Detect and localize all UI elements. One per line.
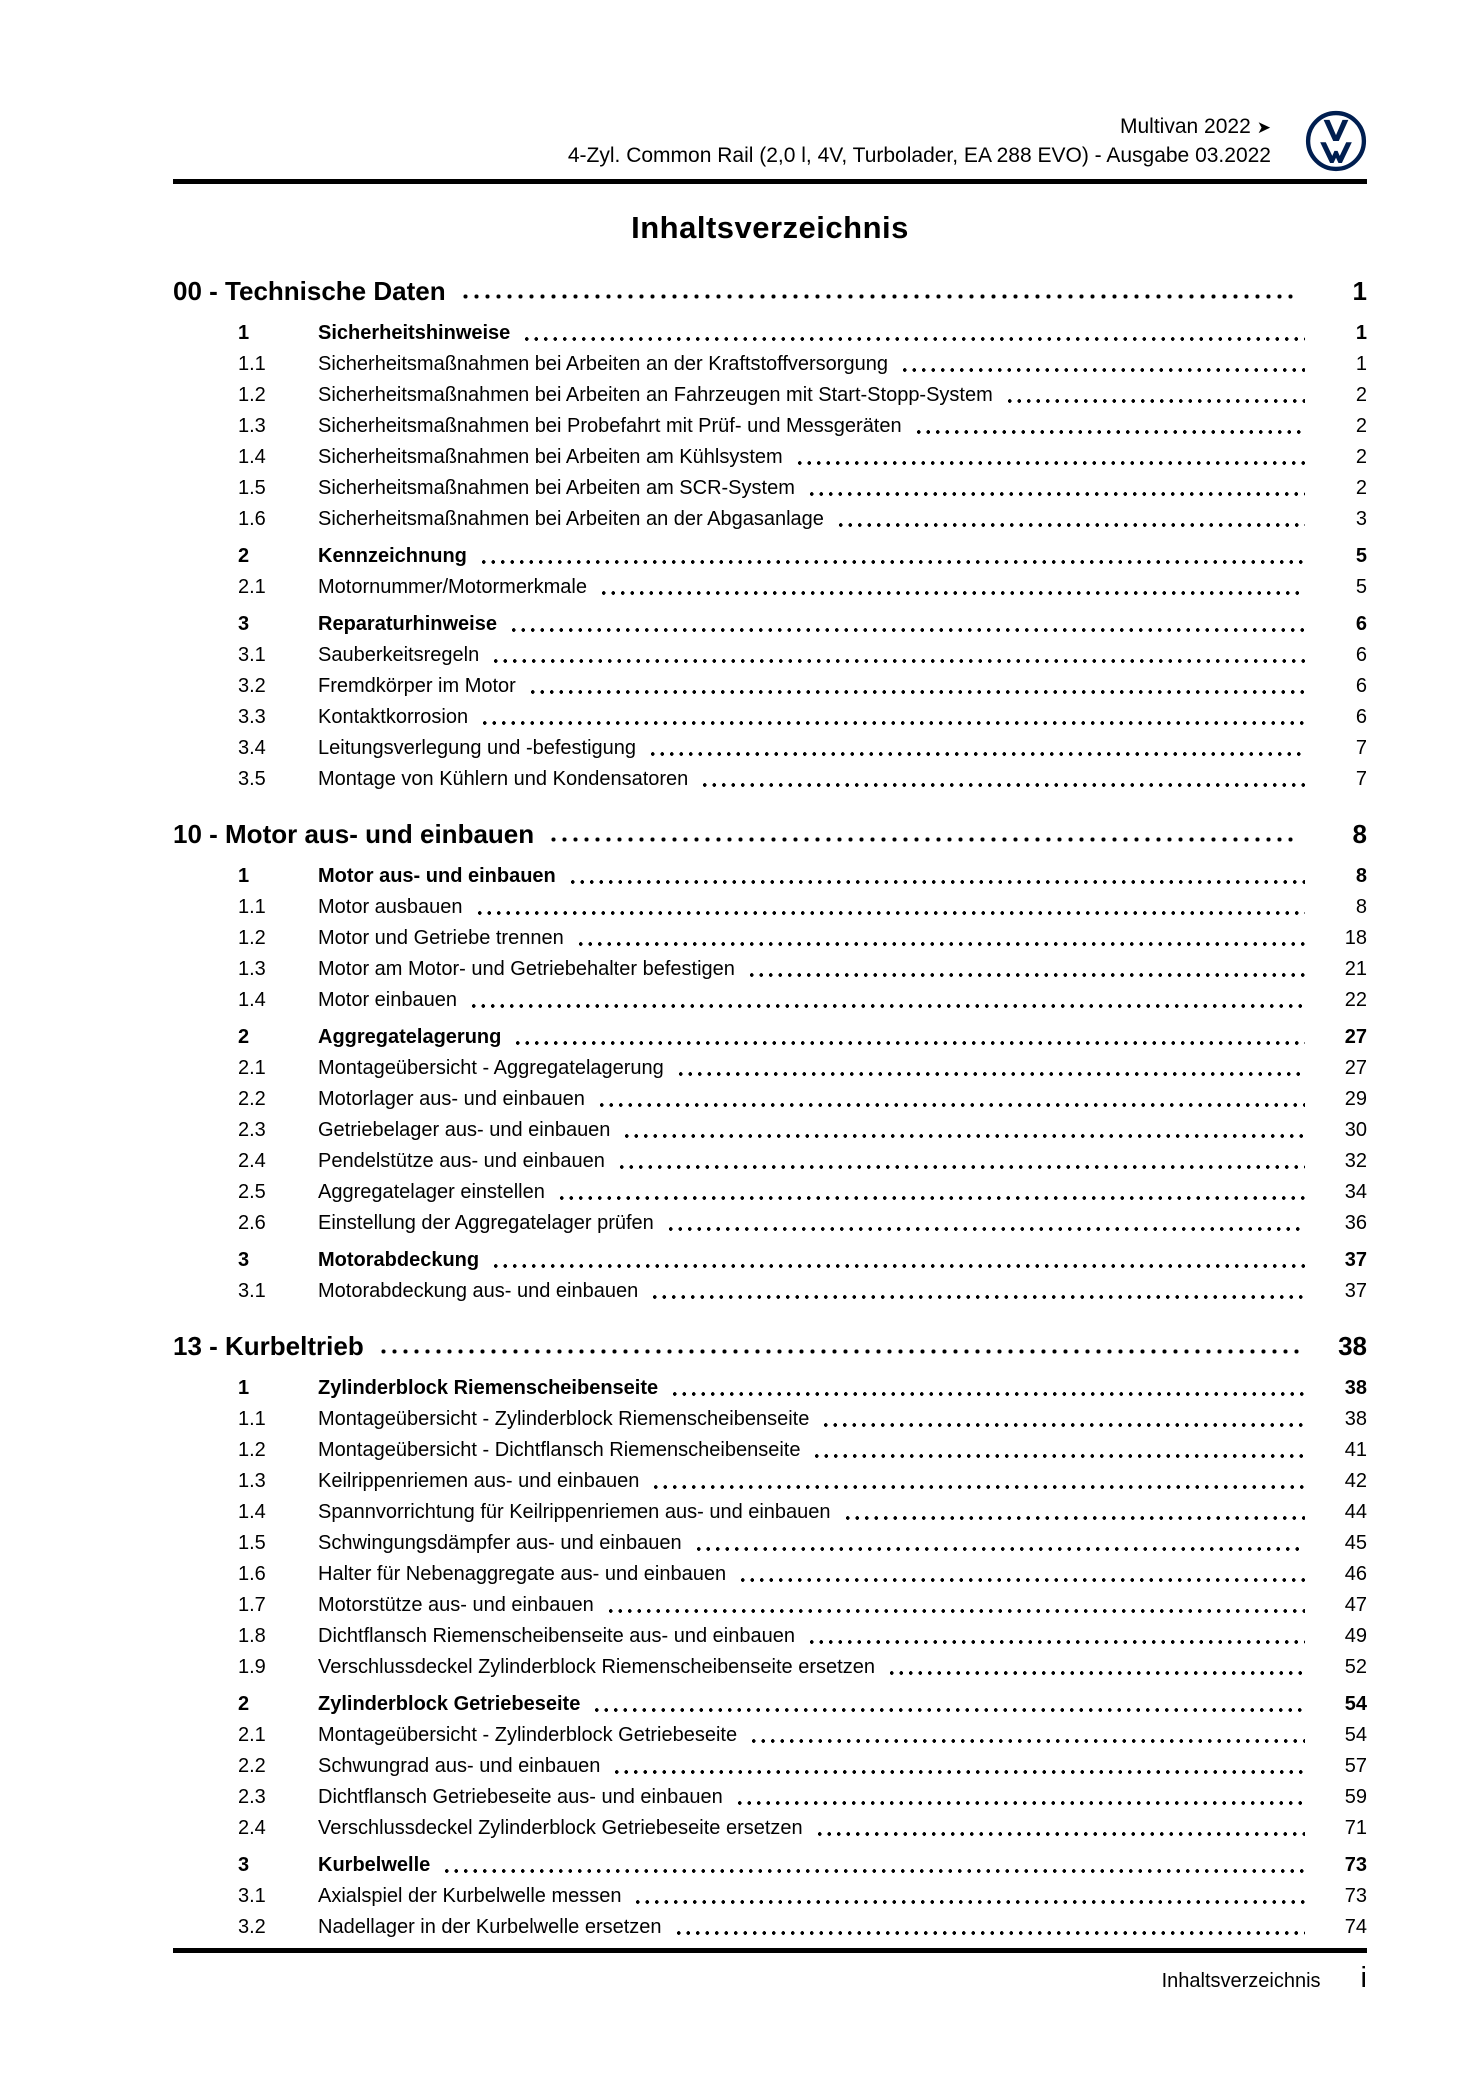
entry-page: 2 [1355, 415, 1367, 437]
toc-entry-row [238, 504, 1367, 535]
entry-number: 1.7 [238, 1594, 266, 1616]
entry-page: 34 [1344, 1181, 1367, 1203]
dot-leader [622, 1115, 1305, 1146]
header-subtitle: 4-Zyl. Common Rail (2,0 l, 4V, Turbolader, EA 288 EVO) - Ausgabe 03.2022 [567, 143, 1271, 167]
chapter-page: 1 [1352, 276, 1367, 306]
toc-entry-row [238, 861, 1367, 892]
toc-entry-row [238, 640, 1367, 671]
toc-entry-row [238, 1881, 1367, 1912]
entry-label: Reparaturhinweise [318, 613, 497, 635]
entry-label: Motor aus- und einbauen [318, 865, 556, 887]
entry-number: 2.4 [238, 1817, 266, 1839]
entry-label: Motorabdeckung [318, 1249, 480, 1271]
dot-leader [597, 1084, 1305, 1115]
entry-number: 3 [238, 613, 250, 635]
dot-leader [735, 1782, 1305, 1813]
toc-chapter [173, 270, 1367, 795]
entry-label: Motor einbauen [318, 989, 457, 1011]
header-text [568, 113, 1271, 170]
entry-page: 8 [1355, 896, 1367, 918]
header-rule [173, 179, 1367, 184]
toc-entry-row [238, 1146, 1367, 1177]
entry-number: 3 [238, 1854, 250, 1876]
toc-entry-row [238, 349, 1367, 380]
entry-page: 21 [1344, 958, 1367, 980]
entry-label: Motorlager aus- und einbauen [318, 1088, 585, 1110]
toc-entry-row [238, 1652, 1367, 1683]
toc-entry-row [238, 1782, 1367, 1813]
toc-entry-row [238, 1276, 1367, 1307]
dot-leader [509, 609, 1305, 640]
entry-page: 5 [1355, 576, 1367, 598]
entry-label: Montage von Kühlern und Kondensatoren [318, 768, 689, 790]
entry-number: 1.2 [238, 384, 266, 406]
entry-label: Sicherheitsmaßnahmen bei Arbeiten an der Kraftstoffversorgung [318, 353, 888, 375]
toc-entry-row [238, 1373, 1367, 1404]
dot-leader [747, 954, 1305, 985]
dot-leader [528, 671, 1305, 702]
dot-leader [700, 764, 1305, 795]
dot-leader [460, 270, 1299, 312]
entry-page: 37 [1344, 1280, 1367, 1302]
entry-label: Einstellung der Aggregatelager prüfen [318, 1212, 654, 1234]
entry-page: 30 [1344, 1119, 1367, 1141]
dot-leader [670, 1373, 1305, 1404]
toc-entry-row [238, 1720, 1367, 1751]
toc-chapter-row [173, 270, 1367, 312]
chapter-page: 38 [1338, 1331, 1367, 1361]
dot-leader [480, 702, 1305, 733]
entry-number: 2.3 [238, 1119, 266, 1141]
toc-entry-row [238, 1751, 1367, 1782]
toc-entry-row [238, 1621, 1367, 1652]
entry-page: 38 [1344, 1377, 1367, 1399]
entry-page: 44 [1344, 1501, 1367, 1523]
entry-page: 73 [1344, 1885, 1367, 1907]
entry-number: 1.3 [238, 958, 266, 980]
footer-rule [173, 1948, 1367, 1953]
toc-entry-row [238, 954, 1367, 985]
entry-label: Verschlussdeckel Zylinderblock Getriebeseite ersetzen [318, 1817, 803, 1839]
entry-label: Sicherheitsmaßnahmen bei Arbeiten am SCR-System [318, 477, 795, 499]
toc-entry-row [238, 1115, 1367, 1146]
dot-leader [651, 1466, 1305, 1497]
page-header [173, 110, 1367, 172]
entry-label: Verschlussdeckel Zylinderblock Riemenscheibenseite ersetzen [318, 1656, 875, 1678]
chapter-page: 8 [1352, 819, 1367, 849]
entry-page: 6 [1355, 675, 1367, 697]
entry-number: 3.4 [238, 737, 266, 759]
dot-leader [807, 1621, 1305, 1652]
entry-number: 3.2 [238, 675, 266, 697]
entry-page: 7 [1355, 768, 1367, 790]
entry-label: Keilrippenriemen aus- und einbauen [318, 1470, 640, 1492]
toc-entry-row [238, 318, 1367, 349]
chapter-title: 00 - Technische Daten [173, 276, 446, 306]
dot-leader [491, 1245, 1305, 1276]
page-footer [173, 1948, 1367, 1995]
toc-entry-row [238, 923, 1367, 954]
entry-label: Pendelstütze aus- und einbauen [318, 1150, 605, 1172]
toc-entry-row [238, 1528, 1367, 1559]
entry-number: 2.1 [238, 1057, 266, 1079]
dot-leader [548, 813, 1299, 855]
dot-leader [674, 1912, 1305, 1943]
entry-number: 1.3 [238, 415, 266, 437]
dot-leader [378, 1325, 1299, 1367]
toc-list [173, 270, 1367, 1943]
entry-number: 2 [238, 545, 250, 567]
entry-page: 37 [1344, 1249, 1367, 1271]
toc-entry-row [238, 411, 1367, 442]
toc-entry-row [238, 1689, 1367, 1720]
entry-label: Axialspiel der Kurbelwelle messen [318, 1885, 622, 1907]
entry-number: 2 [238, 1026, 250, 1048]
dot-leader [599, 572, 1305, 603]
entry-page: 59 [1344, 1786, 1367, 1808]
dot-leader [606, 1590, 1305, 1621]
entry-number: 1.1 [238, 1408, 266, 1430]
entry-page: 7 [1355, 737, 1367, 759]
toc-entry-row [238, 671, 1367, 702]
dot-leader [513, 1022, 1305, 1053]
dot-leader [914, 411, 1305, 442]
entry-page: 3 [1355, 508, 1367, 530]
toc-entry-row [238, 1208, 1367, 1239]
entry-number: 1.1 [238, 896, 266, 918]
toc-entry-row [238, 1850, 1367, 1881]
entry-page: 2 [1355, 477, 1367, 499]
chapter-entries [173, 318, 1367, 795]
entry-number: 3.5 [238, 768, 266, 790]
toc-entry-row [238, 473, 1367, 504]
entry-label: Dichtflansch Getriebeseite aus- und einbauen [318, 1786, 723, 1808]
page-title: Inhaltsverzeichnis [631, 210, 909, 245]
entry-page: 27 [1344, 1026, 1367, 1048]
toc-entry-row [238, 1813, 1367, 1844]
entry-page: 22 [1344, 989, 1367, 1011]
entry-page: 38 [1344, 1408, 1367, 1430]
toc-entry-row [238, 1245, 1367, 1276]
entry-number: 1.4 [238, 446, 266, 468]
chapter-entries [173, 1373, 1367, 1943]
dot-leader [475, 892, 1305, 923]
entry-number: 2.5 [238, 1181, 266, 1203]
dot-leader [812, 1435, 1305, 1466]
entry-number: 1 [238, 865, 250, 887]
header-model-line [568, 113, 1271, 142]
entry-number: 3.1 [238, 1885, 266, 1907]
entry-label: Aggregatelagerung [318, 1026, 502, 1048]
dot-leader [795, 442, 1305, 473]
entry-page: 18 [1344, 927, 1367, 949]
toc-entry-row [238, 764, 1367, 795]
entry-label: Montageübersicht - Zylinderblock Riemenscheibenseite [318, 1408, 810, 1430]
entry-number: 2.2 [238, 1755, 266, 1777]
toc-entry-row [238, 541, 1367, 572]
entry-page: 29 [1344, 1088, 1367, 1110]
entry-page: 6 [1355, 644, 1367, 666]
entry-number: 2.1 [238, 1724, 266, 1746]
dot-leader [479, 541, 1305, 572]
entry-label: Motorabdeckung aus- und einbauen [318, 1280, 639, 1302]
entry-number: 1.4 [238, 989, 266, 1011]
dot-leader [821, 1404, 1305, 1435]
entry-page: 27 [1344, 1057, 1367, 1079]
entry-number: 1.5 [238, 1532, 266, 1554]
entry-page: 52 [1344, 1656, 1367, 1678]
right-arrow-icon: ➤ [1256, 117, 1271, 137]
toc-chapter-row [173, 1325, 1367, 1367]
entry-page: 6 [1355, 613, 1367, 635]
entry-label: Montageübersicht - Dichtflansch Riemenscheibenseite [318, 1439, 801, 1461]
toc-entry-row [238, 609, 1367, 640]
entry-number: 1.1 [238, 353, 266, 375]
entry-label: Fremdkörper im Motor [318, 675, 516, 697]
entry-page: 45 [1344, 1532, 1367, 1554]
dot-leader [491, 640, 1305, 671]
dot-leader [749, 1720, 1305, 1751]
entry-label: Sicherheitsmaßnahmen bei Arbeiten an der Abgasanlage [318, 508, 824, 530]
dot-leader [815, 1813, 1305, 1844]
entry-label: Sicherheitshinweise [318, 322, 511, 344]
toc-entry-row [238, 733, 1367, 764]
toc-entry-row [238, 1559, 1367, 1590]
entry-number: 1.4 [238, 1501, 266, 1523]
entry-label: Leitungsverlegung und -befestigung [318, 737, 637, 759]
entry-page: 1 [1355, 322, 1367, 344]
toc-entry-row [238, 1497, 1367, 1528]
chapter-entries [173, 861, 1367, 1307]
entry-label: Zylinderblock Getriebeseite [318, 1693, 581, 1715]
dot-leader [843, 1497, 1305, 1528]
dot-leader [807, 473, 1305, 504]
dot-leader [469, 985, 1305, 1016]
entry-page: 71 [1344, 1817, 1367, 1839]
entry-label: Motor am Motor- und Getriebehalter befestigen [318, 958, 735, 980]
entry-label: Sicherheitsmaßnahmen bei Arbeiten an Fahrzeugen mit Start-Stopp-System [318, 384, 993, 406]
entry-label: Motor ausbauen [318, 896, 463, 918]
toc-chapter [173, 813, 1367, 1307]
dot-leader [650, 1276, 1305, 1307]
dot-leader [648, 733, 1305, 764]
entry-number: 1.3 [238, 1470, 266, 1492]
entry-label: Nadellager in der Kurbelwelle ersetzen [318, 1916, 662, 1938]
dot-leader [557, 1177, 1305, 1208]
entry-label: Spannvorrichtung für Keilrippenriemen aus- und einbauen [318, 1501, 831, 1523]
entry-page: 5 [1355, 545, 1367, 567]
dot-leader [617, 1146, 1305, 1177]
entry-page: 8 [1355, 865, 1367, 887]
dot-leader [900, 349, 1305, 380]
entry-number: 1.6 [238, 508, 266, 530]
entry-label: Schwingungsdämpfer aus- und einbauen [318, 1532, 682, 1554]
entry-page: 57 [1344, 1755, 1367, 1777]
toc-entry-row [238, 892, 1367, 923]
dot-leader [836, 504, 1305, 535]
entry-label: Sauberkeitsregeln [318, 644, 480, 666]
entry-page: 47 [1344, 1594, 1367, 1616]
entry-label: Aggregatelager einstellen [318, 1181, 545, 1203]
dot-leader [1005, 380, 1305, 411]
entry-page: 49 [1344, 1625, 1367, 1647]
vw-logo-icon [1305, 110, 1367, 172]
entry-label: Motorstütze aus- und einbauen [318, 1594, 594, 1616]
dot-leader [592, 1689, 1305, 1720]
entry-page: 32 [1344, 1150, 1367, 1172]
entry-number: 1.2 [238, 927, 266, 949]
entry-number: 2.4 [238, 1150, 266, 1172]
dot-leader [576, 923, 1305, 954]
entry-label: Halter für Nebenaggregate aus- und einbauen [318, 1563, 727, 1585]
entry-number: 1.2 [238, 1439, 266, 1461]
footer-label: Inhaltsverzeichnis [1161, 1970, 1321, 1992]
chapter-title: 13 - Kurbeltrieb [173, 1331, 364, 1361]
header-model: Multivan 2022 [1120, 114, 1251, 138]
entry-number: 3.1 [238, 644, 266, 666]
entry-label: Motor und Getriebe trennen [318, 927, 564, 949]
entry-number: 1 [238, 322, 250, 344]
entry-label: Dichtflansch Riemenscheibenseite aus- und einbauen [318, 1625, 795, 1647]
entry-page: 36 [1344, 1212, 1367, 1234]
entry-page: 54 [1344, 1693, 1367, 1715]
toc-entry-row [238, 1084, 1367, 1115]
entry-label: Motornummer/Motormerkmale [318, 576, 587, 598]
entry-number: 3.3 [238, 706, 266, 728]
entry-number: 1.9 [238, 1656, 266, 1678]
entry-number: 1 [238, 1377, 250, 1399]
toc-chapter-row [173, 813, 1367, 855]
toc-entry-row [238, 1022, 1367, 1053]
entry-label: Getriebelager aus- und einbauen [318, 1119, 611, 1141]
dot-leader [568, 861, 1305, 892]
entry-page: 1 [1355, 353, 1367, 375]
entry-label: Montageübersicht - Aggregatelagerung [318, 1057, 664, 1079]
toc-entry-row [238, 985, 1367, 1016]
footer-row [173, 1962, 1367, 1995]
entry-number: 2.6 [238, 1212, 266, 1234]
dot-leader [694, 1528, 1305, 1559]
dot-leader [633, 1881, 1305, 1912]
toc-entry-row [238, 1053, 1367, 1084]
toc-chapter [173, 1325, 1367, 1943]
entry-number: 2.2 [238, 1088, 266, 1110]
entry-number: 2.1 [238, 576, 266, 598]
entry-page: 2 [1355, 384, 1367, 406]
entry-label: Sicherheitsmaßnahmen bei Arbeiten am Kühlsystem [318, 446, 783, 468]
entry-page: 54 [1344, 1724, 1367, 1746]
toc-entry-row [238, 380, 1367, 411]
toc-entry-row [238, 702, 1367, 733]
entry-label: Kontaktkorrosion [318, 706, 469, 728]
entry-page: 6 [1355, 706, 1367, 728]
entry-number: 1.6 [238, 1563, 266, 1585]
toc-entry-row [238, 1912, 1367, 1943]
toc-entry-row [238, 572, 1367, 603]
entry-label: Zylinderblock Riemenscheibenseite [318, 1377, 659, 1399]
dot-leader [442, 1850, 1305, 1881]
entry-number: 3.2 [238, 1916, 266, 1938]
toc-entry-row [238, 442, 1367, 473]
dot-leader [612, 1751, 1305, 1782]
entry-label: Kurbelwelle [318, 1854, 431, 1876]
dot-leader [738, 1559, 1305, 1590]
entry-label: Montageübersicht - Zylinderblock Getriebeseite [318, 1724, 738, 1746]
entry-number: 2.3 [238, 1786, 266, 1808]
entry-label: Schwungrad aus- und einbauen [318, 1755, 601, 1777]
entry-page: 74 [1344, 1916, 1367, 1938]
toc-entry-row [238, 1435, 1367, 1466]
entry-page: 42 [1344, 1470, 1367, 1492]
entry-number: 2 [238, 1693, 250, 1715]
toc-entry-row [238, 1177, 1367, 1208]
dot-leader [522, 318, 1305, 349]
entry-page: 2 [1355, 446, 1367, 468]
toc-entry-row [238, 1404, 1367, 1435]
dot-leader [676, 1053, 1305, 1084]
entry-label: Kennzeichnung [318, 545, 467, 567]
toc-entry-row [238, 1466, 1367, 1497]
entry-number: 1.8 [238, 1625, 266, 1647]
entry-number: 3 [238, 1249, 250, 1271]
dot-leader [887, 1652, 1305, 1683]
footer-page-number: i [1360, 1962, 1367, 1994]
chapter-title: 10 - Motor aus- und einbauen [173, 819, 535, 849]
entry-page: 41 [1344, 1439, 1367, 1461]
entry-page: 73 [1344, 1854, 1367, 1876]
toc-entry-row [238, 1590, 1367, 1621]
entry-label: Sicherheitsmaßnahmen bei Probefahrt mit Prüf- und Messgeräten [318, 415, 902, 437]
entry-number: 1.5 [238, 477, 266, 499]
entry-number: 3.1 [238, 1280, 266, 1302]
dot-leader [666, 1208, 1305, 1239]
entry-page: 46 [1344, 1563, 1367, 1585]
page-content [173, 0, 1367, 1943]
